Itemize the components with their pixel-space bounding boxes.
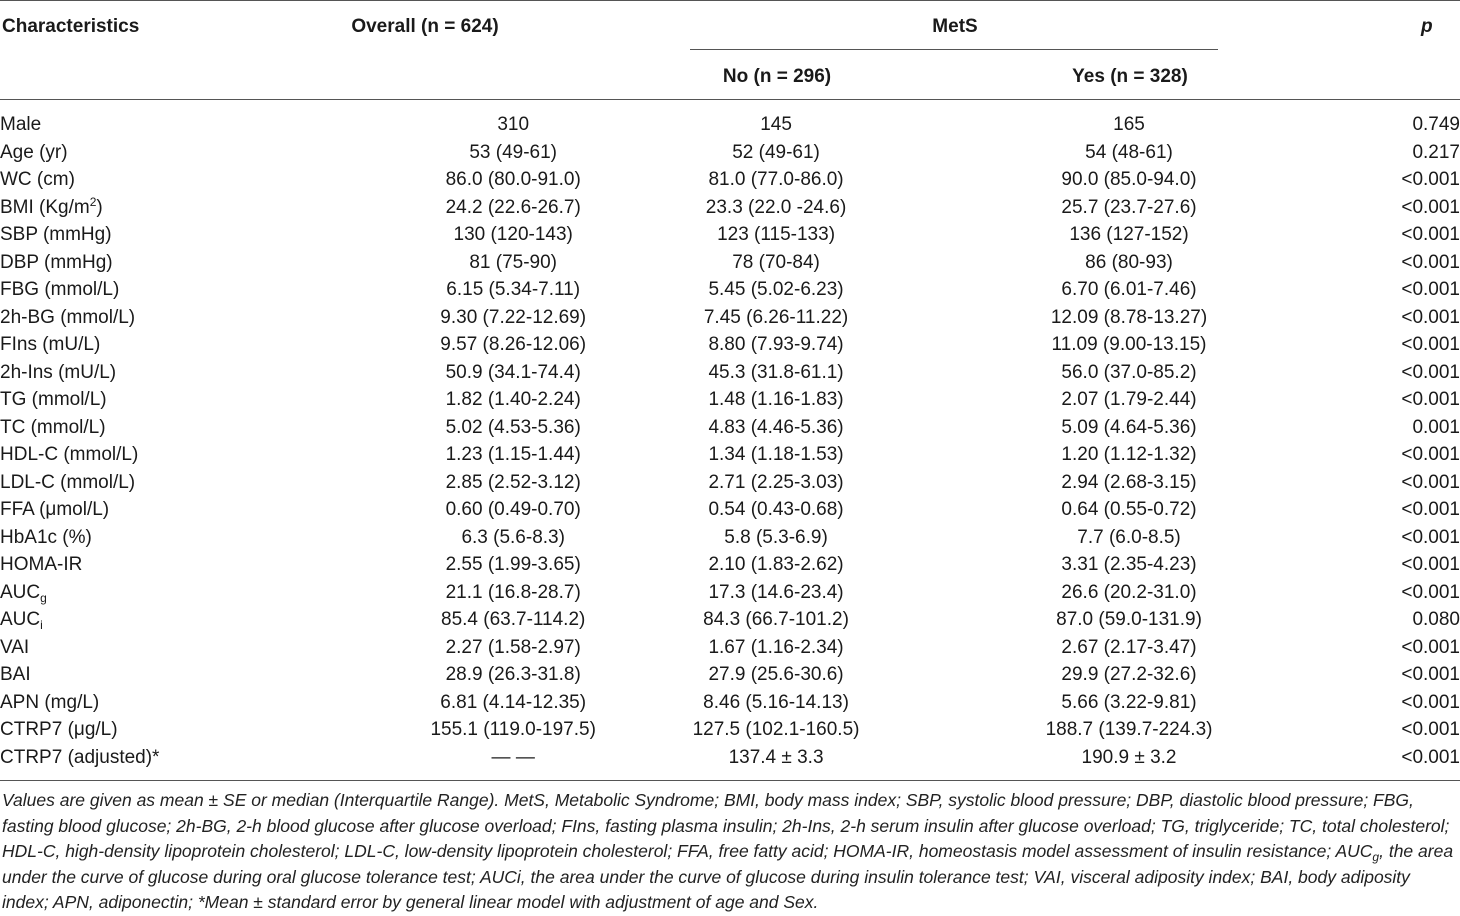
cell-no-text: 0.54 (0.43-0.68) — [708, 499, 844, 520]
cell-p — [1392, 111, 1460, 139]
cell-overall — [340, 551, 685, 579]
cell-yes — [866, 249, 1392, 277]
row-label — [0, 579, 340, 607]
cell-p-text: <0.001 — [1401, 444, 1460, 465]
cell-p-text: <0.001 — [1401, 334, 1460, 355]
row-label — [0, 469, 340, 497]
cell-overall — [340, 304, 685, 332]
row-label-text: LDL-C (mmol/L) — [0, 471, 136, 493]
cell-yes-text: 11.09 (9.00-13.15) — [1051, 334, 1207, 355]
top-rule — [0, 0, 1460, 1]
cell-overall-text: 85.4 (63.7-114.2) — [441, 609, 586, 630]
bottom-rule — [0, 780, 1460, 781]
table-row — [0, 469, 1460, 497]
cell-p-text: <0.001 — [1401, 361, 1460, 383]
cell-overall-text: 86.0 (80.0-91.0) — [445, 169, 581, 190]
table-row — [0, 139, 1460, 167]
table-header — [0, 0, 1460, 100]
cell-p-text: <0.001 — [1401, 554, 1460, 575]
cell-overall-text: 24.2 (22.6-26.7) — [445, 196, 581, 218]
cell-overall-text: 6.15 (5.34-7.11) — [446, 279, 581, 300]
cell-overall — [340, 524, 685, 552]
cell-no — [686, 304, 866, 332]
table-row — [0, 276, 1460, 304]
cell-yes-text: 2.94 (2.68-3.15) — [1061, 471, 1197, 493]
row-label-text: FBG (mmol/L) — [0, 279, 120, 300]
cell-overall — [340, 496, 685, 524]
cell-no-text: 8.80 (7.93-9.74) — [708, 334, 844, 355]
cell-p — [1392, 331, 1460, 359]
cell-overall — [340, 716, 685, 744]
cell-overall — [340, 359, 685, 387]
table-row — [0, 166, 1460, 194]
cell-no-text: 5.8 (5.3-6.9) — [724, 526, 828, 548]
cell-overall-text: 2.55 (1.99-3.65) — [445, 554, 581, 575]
row-label-text: AUC — [0, 609, 41, 630]
cell-yes — [866, 716, 1392, 744]
cell-p — [1392, 359, 1460, 387]
row-label — [0, 166, 340, 194]
cell-no-text: 45.3 (31.8-61.1) — [708, 361, 844, 383]
cell-p — [1392, 579, 1460, 607]
cell-yes-text: 12.09 (8.78-13.27) — [1050, 306, 1208, 328]
table-row — [0, 304, 1460, 332]
cell-p-text: <0.001 — [1401, 636, 1460, 658]
footnote-sub: g — [1372, 850, 1380, 865]
row-label-text: 2h-BG (mmol/L) — [0, 306, 136, 328]
row-label-sup: 2 — [89, 194, 97, 209]
cell-no — [686, 744, 866, 772]
row-label-text: HDL-C (mmol/L) — [0, 444, 139, 465]
cell-no — [686, 276, 866, 304]
cell-p — [1392, 496, 1460, 524]
cell-overall-text: 6.81 (4.14-12.35) — [440, 691, 587, 713]
cell-overall-text: 28.9 (26.3-31.8) — [445, 664, 581, 685]
table-row — [0, 359, 1460, 387]
cell-no-text: 1.34 (1.18-1.53) — [708, 444, 844, 465]
row-label-text: Age (yr) — [0, 141, 68, 163]
cell-yes — [866, 579, 1392, 607]
cell-no — [686, 524, 866, 552]
cell-no-text: 1.48 (1.16-1.83) — [708, 389, 844, 410]
row-label — [0, 111, 340, 139]
cell-yes-text: 56.0 (37.0-85.2) — [1061, 361, 1197, 383]
cell-no-text: 23.3 (22.0 -24.6) — [705, 196, 847, 218]
cell-p-text: <0.001 — [1401, 279, 1460, 300]
cell-overall — [340, 194, 685, 222]
cell-overall — [340, 249, 685, 277]
table-row — [0, 744, 1460, 772]
cell-no-text: 123 (115-133) — [717, 224, 836, 245]
cell-yes-text: 7.7 (6.0-8.5) — [1077, 526, 1181, 548]
cell-overall-text: 81 (75-90) — [469, 251, 558, 273]
cell-yes — [866, 469, 1392, 497]
cell-overall — [340, 414, 685, 442]
cell-overall-text: 155.1 (119.0-197.5) — [430, 719, 596, 740]
cell-overall — [340, 111, 685, 139]
row-label — [0, 716, 340, 744]
cell-p-text: <0.001 — [1401, 251, 1460, 273]
cell-no — [686, 249, 866, 277]
row-label-text: APN (mg/L) — [0, 691, 100, 713]
table-row — [0, 661, 1460, 689]
cell-overall-text: 6.3 (5.6-8.3) — [461, 526, 565, 548]
cell-p — [1392, 414, 1460, 442]
row-label-text: DBP (mmHg) — [0, 251, 113, 273]
cell-yes-text: 26.6 (20.2-31.0) — [1061, 581, 1197, 603]
cell-yes-text: 29.9 (27.2-32.6) — [1061, 664, 1197, 685]
cell-overall-text: 50.9 (34.1-74.4) — [445, 361, 581, 383]
row-label-text: HbA1c (%) — [0, 526, 92, 548]
table-row — [0, 414, 1460, 442]
header-overall: Overall (n = 624) — [351, 16, 499, 37]
table-row — [0, 386, 1460, 414]
cell-overall — [340, 276, 685, 304]
cell-yes-text: 2.07 (1.79-2.44) — [1061, 389, 1197, 410]
row-label — [0, 139, 340, 167]
cell-no-text: 7.45 (6.26-11.22) — [703, 306, 849, 328]
cell-no-text: 5.45 (5.02-6.23) — [708, 279, 844, 300]
cell-p — [1392, 304, 1460, 332]
cell-p-text: <0.001 — [1401, 499, 1460, 520]
cell-no — [686, 551, 866, 579]
row-label-suffix: ) — [96, 196, 103, 218]
row-label-text: FFA (μmol/L) — [0, 499, 110, 520]
row-label — [0, 359, 340, 387]
cell-yes-text: 0.64 (0.55-0.72) — [1061, 499, 1197, 520]
cell-overall — [340, 634, 685, 662]
cell-yes — [866, 661, 1392, 689]
cell-yes-text: 136 (127-152) — [1069, 224, 1189, 245]
cell-p — [1392, 744, 1460, 772]
cell-no — [686, 386, 866, 414]
cell-no — [686, 414, 866, 442]
table-row — [0, 331, 1460, 359]
table-footnote — [2, 788, 1458, 916]
cell-p — [1392, 551, 1460, 579]
cell-overall — [340, 579, 685, 607]
row-label-sub: i — [40, 618, 43, 632]
cell-p — [1392, 221, 1460, 249]
cell-yes-text: 3.31 (2.35-4.23) — [1061, 554, 1197, 575]
cell-yes-text: 25.7 (23.7-27.6) — [1061, 196, 1197, 218]
cell-overall-text: 2.85 (2.52-3.12) — [445, 471, 581, 493]
cell-yes — [866, 524, 1392, 552]
cell-no — [686, 634, 866, 662]
cell-yes — [866, 221, 1392, 249]
cell-overall-text: — — — [491, 746, 535, 768]
cell-yes — [866, 551, 1392, 579]
cell-yes — [866, 496, 1392, 524]
cell-yes — [866, 441, 1392, 469]
cell-p-text: <0.001 — [1401, 389, 1460, 410]
cell-overall-text: 130 (120-143) — [453, 224, 573, 245]
cell-p — [1392, 524, 1460, 552]
cell-yes-text: 54 (48-61) — [1085, 141, 1173, 163]
cell-no-text: 17.3 (14.6-23.4) — [708, 581, 844, 603]
cell-p-text: 0.749 — [1412, 114, 1460, 135]
footnote-text-2: , the area under the curve of glucose during oral glucose tolerance test; AUCi, the area under the curve of glucose during insulin tolerance test; VAI, visceral adiposity index; BAI, body adiposity index; APN, adiponectin; *Mean ± standard error by general linear model with adjustment of age and Sex. — [2, 841, 1454, 913]
footnote-text-1: Values are given as mean ± SE or median (Interquartile Range). MetS, Metabolic Syndrome; BMI, body mass index; SBP, systolic blood pressure; DBP, diastolic blood pressure; FBG, fasting blood glucose; 2h-BG, 2-h blood glucose after glucose overload; FIns, fasting plasma insulin; 2h-Ins, 2-h serum insulin after glucose overload; TG, triglyceride; TC, total cholesterol; HDL-C, high-density lipoprotein cholesterol; LDL-C, low-density lipoprotein cholesterol; FFA, free fatty acid; HOMA-IR, homeostasis model assessment of insulin resistance; AUC — [2, 790, 1450, 862]
row-label — [0, 524, 340, 552]
cell-no — [686, 194, 866, 222]
cell-overall — [340, 139, 685, 167]
table-row — [0, 689, 1460, 717]
cell-yes-text: 165 — [1113, 114, 1145, 135]
cell-no — [686, 139, 866, 167]
header-mets-yes: Yes (n = 328) — [1072, 66, 1188, 87]
cell-no — [686, 111, 866, 139]
table-row — [0, 249, 1460, 277]
header-p: p — [1421, 16, 1433, 37]
cell-p-text: <0.001 — [1401, 719, 1460, 740]
cell-p-text: 0.217 — [1412, 141, 1460, 163]
mets-group-rule — [690, 49, 1218, 50]
cell-no-text: 127.5 (102.1-160.5) — [692, 719, 860, 740]
cell-yes — [866, 331, 1392, 359]
cell-no-text: 4.83 (4.46-5.36) — [708, 416, 844, 438]
cell-p — [1392, 386, 1460, 414]
row-label-text: BMI (Kg/m — [0, 196, 90, 218]
row-label — [0, 386, 340, 414]
cell-p-text: <0.001 — [1401, 196, 1460, 218]
row-label — [0, 331, 340, 359]
cell-overall-text: 1.23 (1.15-1.44) — [445, 444, 581, 465]
row-label-sub: g — [40, 590, 47, 605]
cell-p — [1392, 166, 1460, 194]
cell-no-text: 8.46 (5.16-14.13) — [703, 691, 849, 713]
header-mets: MetS — [932, 16, 978, 37]
table-row — [0, 496, 1460, 524]
cell-p — [1392, 249, 1460, 277]
row-label — [0, 689, 340, 717]
cell-p — [1392, 441, 1460, 469]
cell-p-text: <0.001 — [1401, 471, 1460, 493]
cell-no — [686, 359, 866, 387]
row-label-text: TC (mmol/L) — [0, 416, 106, 438]
cell-yes-text: 5.09 (4.64-5.36) — [1061, 416, 1197, 438]
row-label — [0, 634, 340, 662]
cell-yes — [866, 386, 1392, 414]
cell-no-text: 84.3 (66.7-101.2) — [703, 609, 849, 630]
row-label — [0, 194, 340, 222]
cell-yes — [866, 304, 1392, 332]
row-label — [0, 551, 340, 579]
cell-no — [686, 221, 866, 249]
cell-no-text: 2.71 (2.25-3.03) — [708, 471, 844, 493]
cell-yes-text: 86 (80-93) — [1085, 251, 1173, 273]
cell-p — [1392, 139, 1460, 167]
cell-p — [1392, 194, 1460, 222]
cell-no — [686, 166, 866, 194]
row-label-text: VAI — [0, 636, 30, 658]
cell-overall — [340, 744, 685, 772]
cell-p-text: <0.001 — [1401, 306, 1460, 328]
cell-overall — [340, 166, 685, 194]
cell-yes-text: 1.20 (1.12-1.32) — [1061, 444, 1197, 465]
cell-yes — [866, 606, 1392, 634]
table-row — [0, 716, 1460, 744]
row-label — [0, 606, 340, 634]
cell-yes-text: 190.9 ± 3.2 — [1081, 746, 1177, 768]
cell-overall-text: 5.02 (4.53-5.36) — [445, 416, 581, 438]
cell-p-text: <0.001 — [1401, 526, 1460, 548]
cell-p-text: 0.080 — [1412, 609, 1460, 630]
cell-p — [1392, 606, 1460, 634]
cell-p-text: 0.001 — [1412, 416, 1460, 438]
cell-overall-text: 2.27 (1.58-2.97) — [445, 636, 581, 658]
row-label-text: WC (cm) — [0, 169, 75, 190]
cell-no — [686, 496, 866, 524]
cell-yes-text: 2.67 (2.17-3.47) — [1061, 636, 1197, 658]
cell-overall-text: 9.57 (8.26-12.06) — [440, 334, 587, 355]
cell-p-text: <0.001 — [1401, 664, 1460, 685]
cell-p-text: <0.001 — [1401, 746, 1460, 768]
row-label — [0, 744, 340, 772]
cell-no — [686, 331, 866, 359]
cell-no-text: 81.0 (77.0-86.0) — [708, 169, 844, 190]
cell-no — [686, 579, 866, 607]
cell-p — [1392, 634, 1460, 662]
row-label-text: 2h-Ins (mU/L) — [0, 361, 117, 383]
header-bottom-rule — [0, 99, 1460, 100]
cell-no-text: 1.67 (1.16-2.34) — [708, 636, 844, 658]
table-row — [0, 606, 1460, 634]
cell-no-text: 2.10 (1.83-2.62) — [708, 554, 844, 575]
row-label-text: Male — [0, 114, 42, 135]
row-label-text: CTRP7 (adjusted)* — [0, 746, 160, 768]
row-label-text: TG (mmol/L) — [0, 389, 107, 410]
cell-overall-text: 310 — [497, 114, 530, 135]
table-row — [0, 634, 1460, 662]
data-table — [0, 111, 1460, 771]
cell-p — [1392, 276, 1460, 304]
row-label — [0, 304, 340, 332]
cell-p-text: <0.001 — [1401, 169, 1460, 190]
cell-no-text: 137.4 ± 3.3 — [728, 746, 824, 768]
cell-yes-text: 5.66 (3.22-9.81) — [1061, 691, 1197, 713]
row-label — [0, 661, 340, 689]
cell-p-text: <0.001 — [1401, 691, 1460, 713]
cell-yes-text: 188.7 (139.7-224.3) — [1045, 719, 1213, 740]
cell-yes — [866, 276, 1392, 304]
cell-no — [686, 661, 866, 689]
cell-overall-text: 0.60 (0.49-0.70) — [445, 499, 581, 520]
header-characteristics: Characteristics — [2, 16, 140, 37]
header-mets-no: No (n = 296) — [722, 66, 832, 87]
row-label-text: CTRP7 (μg/L) — [0, 719, 118, 740]
cell-p — [1392, 661, 1460, 689]
cell-yes — [866, 359, 1392, 387]
cell-p — [1392, 469, 1460, 497]
row-label-text: HOMA-IR — [0, 554, 83, 575]
cell-overall — [340, 661, 685, 689]
row-label — [0, 276, 340, 304]
cell-yes — [866, 744, 1392, 772]
cell-p-text: <0.001 — [1401, 581, 1460, 603]
cell-no-text: 145 — [760, 114, 792, 135]
table-row — [0, 111, 1460, 139]
cell-no-text: 27.9 (25.6-30.6) — [708, 664, 844, 685]
cell-overall — [340, 331, 685, 359]
cell-yes-text: 90.0 (85.0-94.0) — [1061, 169, 1197, 190]
cell-overall — [340, 221, 685, 249]
cell-overall — [340, 469, 685, 497]
cell-overall-text: 53 (49-61) — [469, 141, 558, 163]
table-row — [0, 524, 1460, 552]
table-row — [0, 221, 1460, 249]
row-label — [0, 414, 340, 442]
cell-p — [1392, 689, 1460, 717]
cell-yes — [866, 194, 1392, 222]
table-row — [0, 551, 1460, 579]
cell-p-text: <0.001 — [1401, 224, 1460, 245]
cell-overall — [340, 441, 685, 469]
cell-no — [686, 606, 866, 634]
row-label — [0, 496, 340, 524]
cell-overall-text: 9.30 (7.22-12.69) — [440, 306, 587, 328]
table-row — [0, 441, 1460, 469]
cell-no-text: 52 (49-61) — [732, 141, 820, 163]
cell-no — [686, 689, 866, 717]
cell-no — [686, 469, 866, 497]
row-label-text: SBP (mmHg) — [0, 224, 112, 245]
row-label-text: FIns (mU/L) — [0, 334, 101, 355]
cell-yes — [866, 634, 1392, 662]
cell-yes — [866, 414, 1392, 442]
row-label-text: AUC — [0, 581, 41, 603]
cell-overall — [340, 689, 685, 717]
cell-overall-text: 1.82 (1.40-2.24) — [445, 389, 581, 410]
table-row — [0, 579, 1460, 607]
cell-overall — [340, 386, 685, 414]
cell-yes-text: 6.70 (6.01-7.46) — [1061, 279, 1197, 300]
cell-no-text: 78 (70-84) — [732, 251, 820, 273]
cell-yes — [866, 166, 1392, 194]
row-label — [0, 441, 340, 469]
table-body — [0, 111, 1460, 771]
cell-yes — [866, 139, 1392, 167]
row-label — [0, 221, 340, 249]
table-row — [0, 194, 1460, 222]
cell-p — [1392, 716, 1460, 744]
row-label — [0, 249, 340, 277]
cell-yes — [866, 111, 1392, 139]
cell-yes — [866, 689, 1392, 717]
cell-no — [686, 441, 866, 469]
cell-overall-text: 21.1 (16.8-28.7) — [445, 581, 581, 603]
row-label-text: BAI — [0, 664, 31, 685]
cell-no — [686, 716, 866, 744]
cell-yes-text: 87.0 (59.0-131.9) — [1056, 609, 1202, 630]
cell-overall — [340, 606, 685, 634]
